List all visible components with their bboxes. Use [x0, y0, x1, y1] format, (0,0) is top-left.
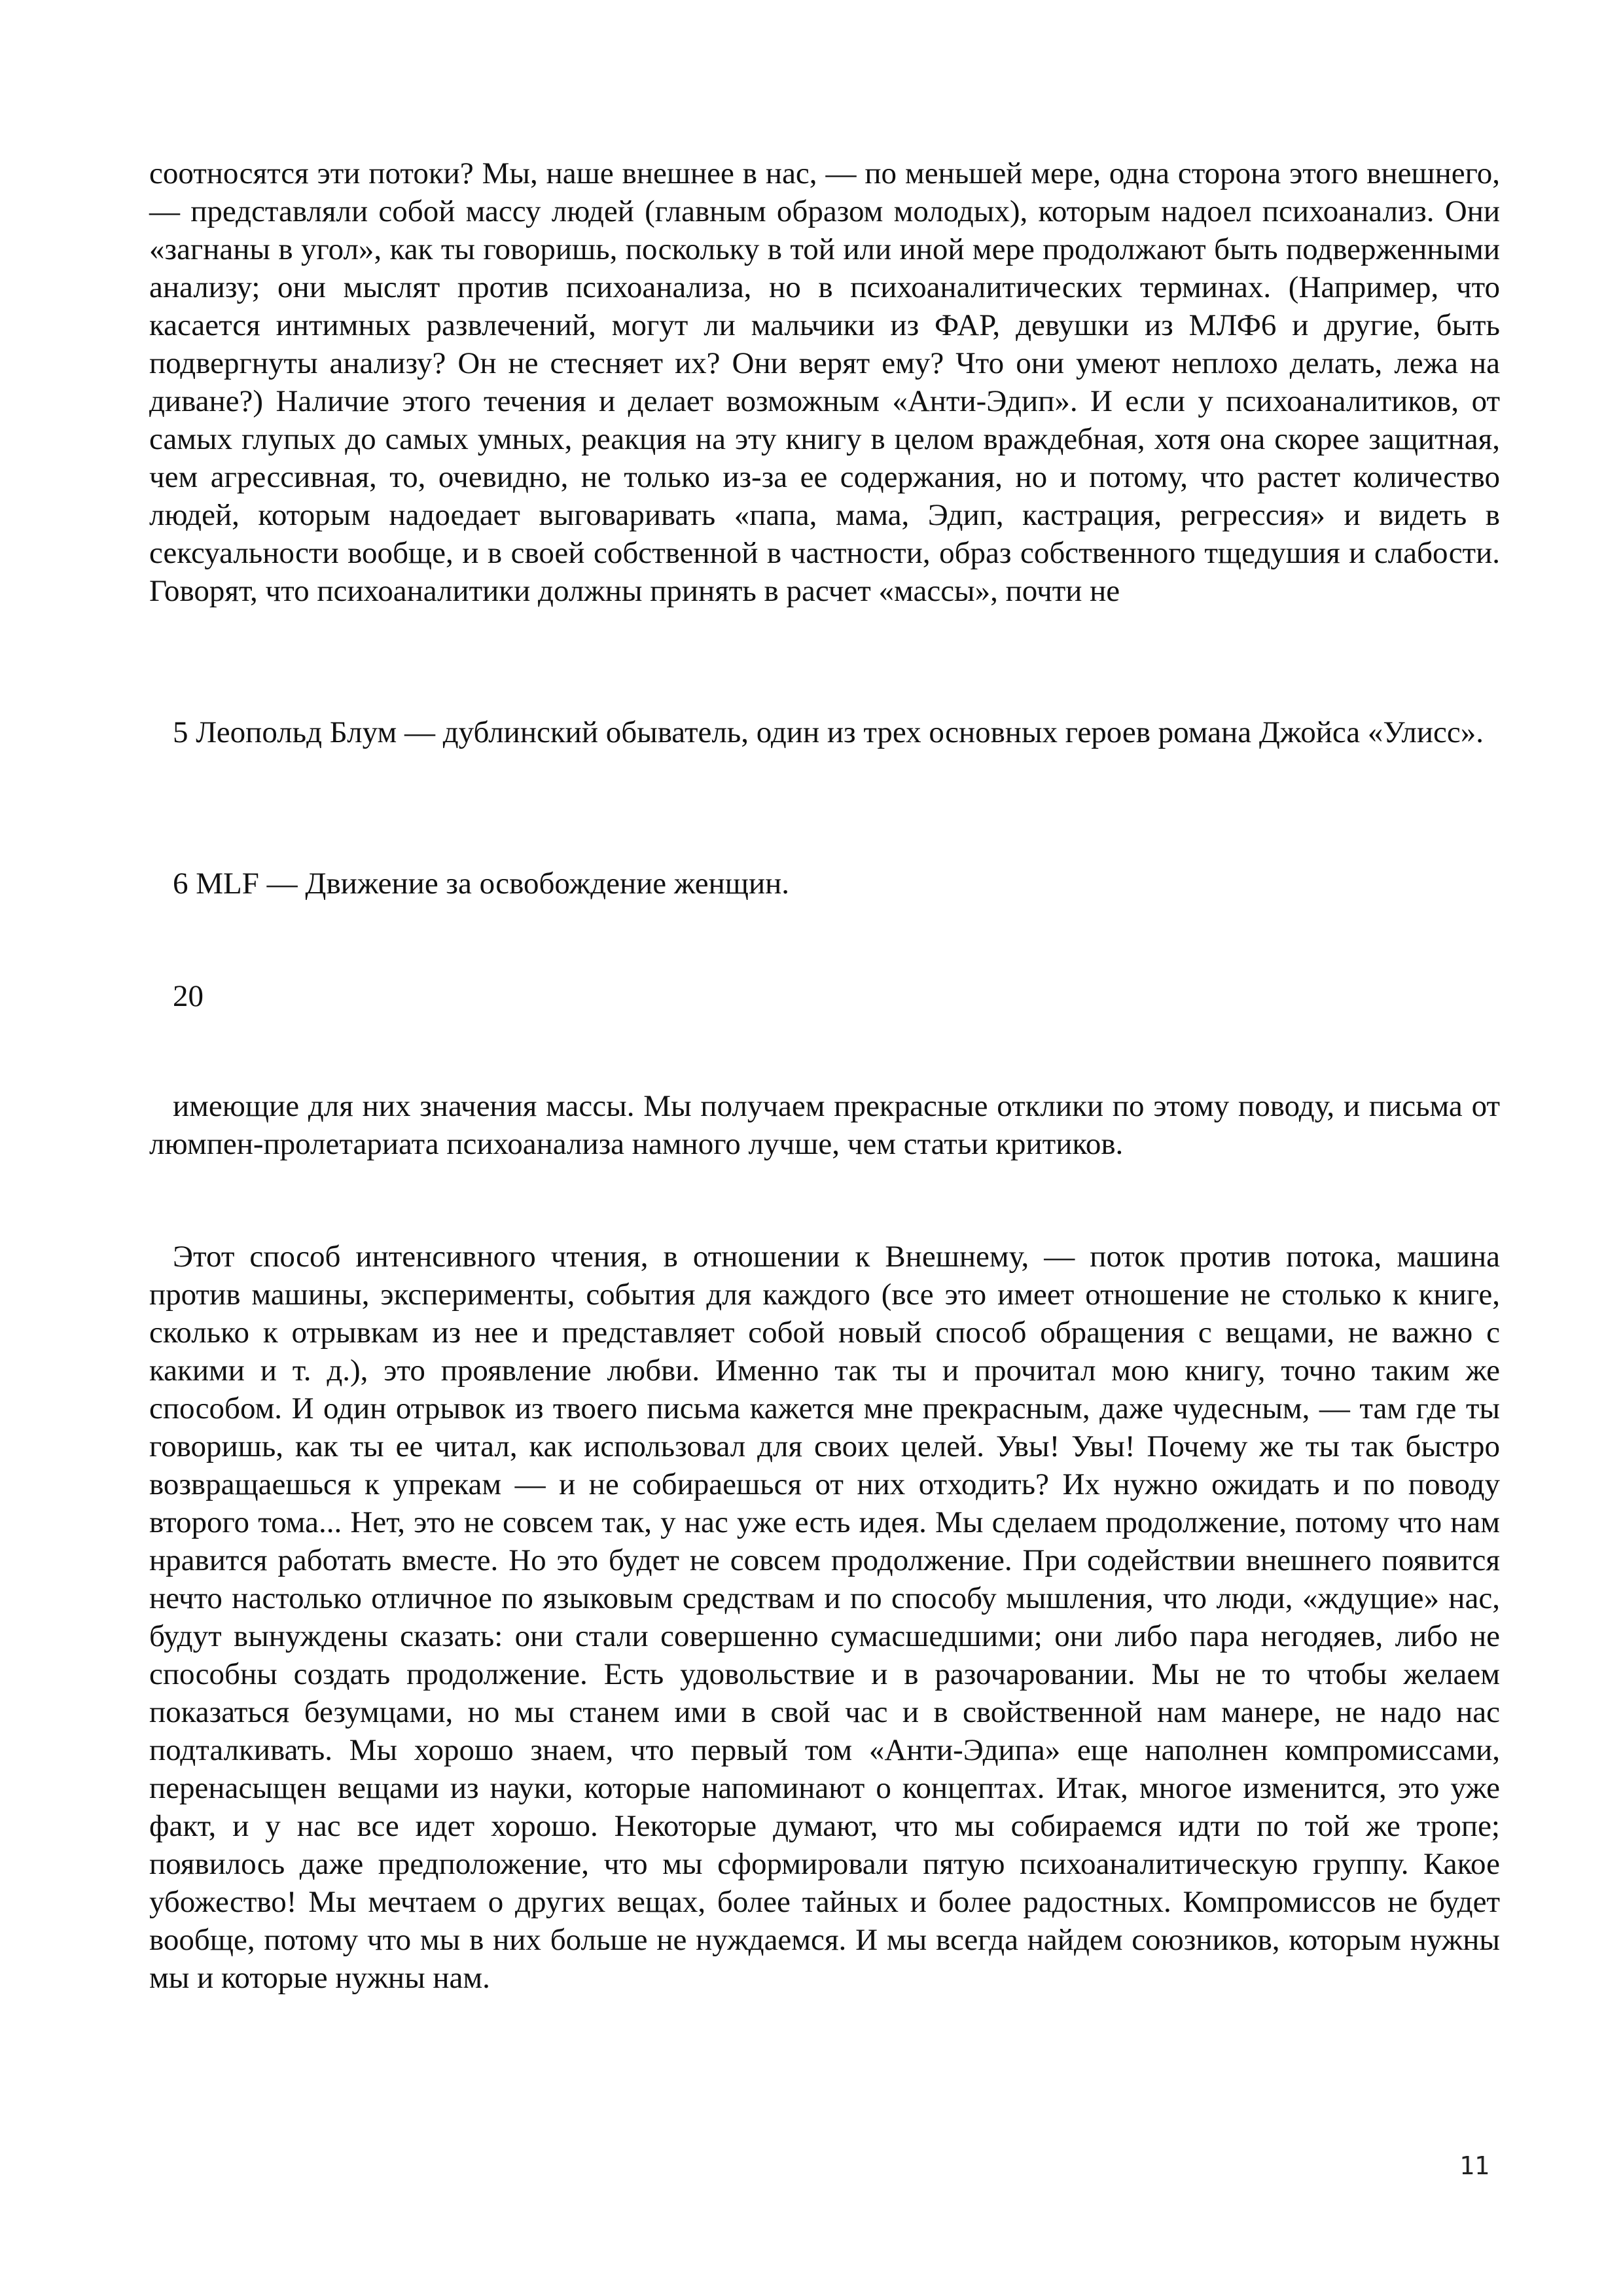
- original-page-number: 20: [173, 979, 204, 1013]
- body-paragraph: имеющие для них значения массы. Мы получаем прекрасные отклики по этому поводу, и письма от люмпен-пролетариата психоанализа намного лучше, чем статьи критиков.: [149, 1089, 1500, 1161]
- footnote-6: 6 MLF — Движение за освобождение женщин.: [173, 867, 790, 901]
- footnote-5: 5 Леопольд Блум — дублинский обыватель, один из трех основных героев романа Джойса «Улисс».: [173, 715, 1484, 749]
- body-paragraph-continued: соотносятся эти потоки? Мы, наше внешнее в нас, — по меньшей мере, одна сторона этого внешнего, — представляли собой массу людей (главным образом молодых), которым надоел психоанализ. Они «загнаны в угол», как ты говоришь, поскольку в той или иной мере продолжают быть подверженными анализу; они мыслят против психоанализа, но в психоаналитических терминах. (Например, что касается интимных развлечений, могут ли мальчики из ФАР, девушки из МЛФ6 и другие, быть подвергнуты анализу? Он не стесняет их? Они верят ему? Что они умеют неплохо делать, лежа на диване?) Наличие этого течения и делает возможным «Анти-Эдип». И если у психоаналитиков, от самых глупых до самых умных, реакция на эту книгу в целом враждебная, хотя она скорее защитная, чем агрессивная, то, очевидно, не только из-за ее содержания, но и потому, что растет количество людей, которым надоедает выговаривать «папа, мама, Эдип, кастрация, регрессия» и видеть в сексуальности вообще, и в своей собственной в частности, образ собственного тщедушия и слабости. Говорят, что психоаналитики должны принять в расчет «массы», почти не: [149, 156, 1500, 608]
- page-number: 11: [1459, 2151, 1489, 2180]
- body-paragraph: Этот способ интенсивного чтения, в отношении к Внешнему, — поток против потока, машина против машины, эксперименты, события для каждого (все это имеет отношение не столько к книге, сколько к отрывкам из нее и представляет собой новый способ обращения с вещами, не важно с какими и т. д.), это проявление любви. Именно так ты и прочитал мою книгу, точно таким же способом. И один отрывок из твоего письма кажется мне прекрасным, даже чудесным, — там где ты говоришь, как ты ее читал, как использовал для своих целей. Увы! Увы! Почему же ты так быстро возвращаешься к упрекам — и не собираешься от них отходить? Их нужно ожидать и по поводу второго тома... Нет, это не совсем так, у нас уже есть идея. Мы сделаем продолжение, потому что нам нравится работать вместе. Но это будет не совсем продолжение. При содействии внешнего появится нечто настолько отличное по языковым средствам и по способу мышления, что люди, «ждущие» нас, будут вынуждены сказать: они стали совершенно сумасшедшими; они либо пара негодяев, либо не способны создать продолжение. Есть удовольствие и в разочаровании. Мы не то чтобы желаем показаться безумцами, но мы станем ими в свой час и в свойственной нам манере, не надо нас подталкивать. Мы хорошо знаем, что первый том «Анти-Эдипа» еще наполнен компромиссами, перенасыщен вещами из науки, которые напоминают о концептах. Итак, многое изменится, это уже факт, и у нас все идет хорошо. Некоторые думают, что мы собираемся идти по той же тропе; появилось даже предположение, что мы сформировали пятую психоаналитическую группу. Какое убожество! Мы мечтаем о других вещах, более тайных и более радостных. Компромиссов не будет вообще, потому что мы в них больше не нуждаемся. И мы всегда найдем союзников, которым нужны мы и которые нужны нам.: [149, 1240, 1500, 1995]
